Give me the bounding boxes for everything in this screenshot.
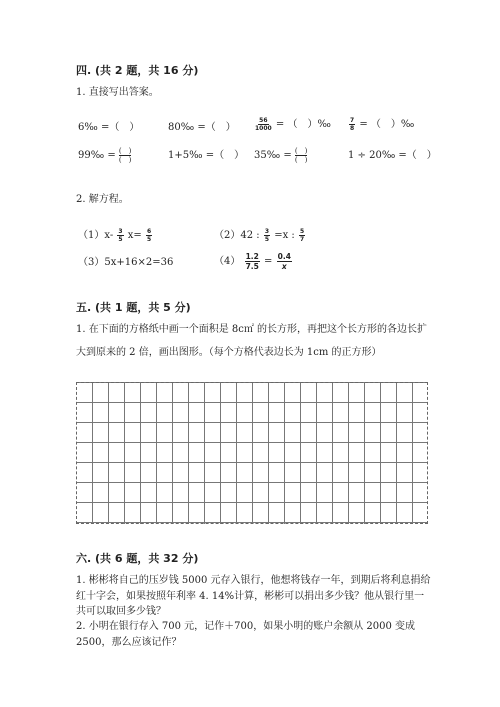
equation-4: （4） $\frac{1.2}{7.5}$ = $\frac{0.4}{x}$ xyxy=(214,252,291,271)
q2-label: 2. 解方程。 xyxy=(76,194,129,205)
section6-line-1: 1. 彬彬将自己的压岁钱 5000 元存入银行，他想将钱存一年，到期后将利息捐给 xyxy=(76,575,431,586)
fraction-6-5: $\frac{6}{5}$ xyxy=(147,228,152,243)
fraction-56-1000: $\frac{56}{1000}$ xyxy=(255,117,272,132)
section5-header: 五. (共 1 题，共 5 分) xyxy=(76,301,191,314)
q1-item-3: $\frac{56}{1000}$ = （ ）‰ xyxy=(255,117,331,132)
section5-text-line-2: 大到原来的 2 倍，画出图形。（每个方格代表边长为 1cm 的正方形） xyxy=(76,347,382,358)
section6-line-5: 2500，那么应该记作？ xyxy=(76,637,182,648)
equation-3: （3）5x+16×2=36 xyxy=(78,257,174,268)
section4-header: 四. (共 2 题，共 16 分) xyxy=(76,64,199,77)
q1-item-1: 6‰ =（ ） xyxy=(78,122,140,133)
fraction-7-8: $\frac{7}{8}$ xyxy=(350,117,355,132)
equation-1: （1）x- $\frac{3}{5}$ x= $\frac{6}{5}$ xyxy=(78,228,152,243)
section6-line-3: 共可以取回多少钱？ xyxy=(76,606,166,617)
blank-fraction: ( ) ( ) xyxy=(118,147,132,164)
equation-2: （2）42 : $\frac{3}{5}$ =x : $\frac{5}{7}$ xyxy=(214,228,305,243)
section6-line-4: 2. 小明在银行存入 700 元，记作＋700，如果小明的账户余额从 2000 变成 xyxy=(76,621,416,632)
fraction-1.2-7.5: $\frac{1.2}{7.5}$ xyxy=(245,252,259,271)
section6-line-2: 红十字会，如果按照年利率 4. 14%计算，彬彬可以捐出多少钱？他从银行里一 xyxy=(76,591,425,602)
q1-item-2: 80‰ =（ ） xyxy=(168,122,236,133)
fraction-3-5: $\frac{3}{5}$ xyxy=(264,228,270,243)
blank-fraction: ( ) ( ) xyxy=(294,147,308,164)
q1-item-7: 35‰ = ( ) ( ) xyxy=(254,147,308,164)
q1-item-6: 1+5‰ =（ ） xyxy=(168,150,245,161)
grid-paper[interactable] xyxy=(76,382,428,524)
fraction-5-7: $\frac{5}{7}$ xyxy=(299,228,305,243)
section5-text-line-1: 1. 在下面的方格纸中画一个面积是 8c㎡ 的长方形，再把这个长方形的各边长扩 xyxy=(76,324,428,335)
section6-header: 六. (共 6 题，共 32 分) xyxy=(76,552,199,565)
fraction-0.4-x: $\frac{0.4}{x}$ xyxy=(277,252,291,271)
fraction-3-5: $\frac{3}{5}$ xyxy=(118,228,123,243)
q1-label: 1. 直接写出答案。 xyxy=(76,87,159,98)
q1-item-5: 99‰ = ( ) ( ) xyxy=(78,147,132,164)
q1-item-8: 1 ÷ 20‰ =（ ） xyxy=(348,150,437,161)
q1-item-4: $\frac{7}{8}$ = （ ）‰ xyxy=(350,117,415,132)
